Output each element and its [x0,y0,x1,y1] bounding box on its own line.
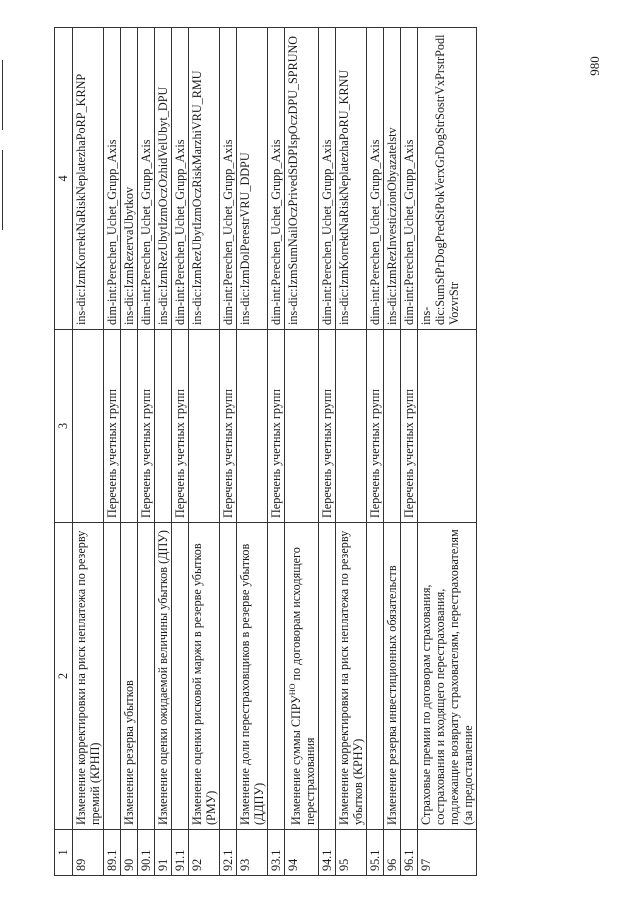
row-list-cell [285,330,319,523]
row-number-cell: 97 [418,830,477,876]
row-name-cell: Изменение резерва инвестиционных обязательств [384,523,401,830]
row-number-cell: 95 [336,830,367,876]
row-number-cell: 91.1 [172,830,189,876]
row-dimension-cell: dim-int:Perechen_Uchet_Grupp_Axis [104,28,121,330]
scan-edge-mark [2,60,3,130]
row-dimension-cell: dim-int:Perechen_Uchet_Grupp_Axis [367,28,384,330]
row-number-cell: 93.1 [268,830,285,876]
row-number-cell: 96 [384,830,401,876]
table-body [73,28,477,876]
row-name-cell: Изменение доли перестраховщиков в резерве убытков (ДДПУ) [237,523,268,830]
row-dimension-cell: ins-dic:IzmRezInvesticzionObyazatelstv [384,28,401,330]
table-row [401,28,418,876]
row-number-cell: 93 [237,830,268,876]
row-dimension-cell: ins-dic:IzmRezervaUbytkov [121,28,138,330]
row-number-cell: 91 [155,830,172,876]
row-list-cell: Перечень учетных групп [367,330,384,523]
row-list-cell: Перечень учетных групп [172,330,189,523]
table-row [155,28,172,876]
header-col-4: 4 [55,28,73,330]
row-dimension-cell: ins-dic:SumStPrDogPredStPokVerxGrDogStrSostrVxPrstrPodlVozvrStr [418,28,477,330]
row-number-cell: 89.1 [104,830,121,876]
row-name-cell: Изменение корректировки на риск неплатежа по резерву убытков (КРНУ) [336,523,367,830]
row-name-cell: Страховые премии по договорам страхования, сострахования и входящего перестрахования, подлежащие возврату страхователям, перестрахователям (за предоставление [418,523,477,830]
row-dimension-cell: dim-int:Perechen_Uchet_Grupp_Axis [172,28,189,330]
row-name-text: Изменение суммы СПРУ [289,695,304,825]
row-list-cell [189,330,220,523]
row-dimension-cell: ins-dic:IzmKorrektNaRiskNeplatezhaPoRP_KRNP [73,28,104,330]
row-list-cell [237,330,268,523]
row-number-cell: 95.1 [367,830,384,876]
table-row [285,28,319,876]
row-name-cell [367,523,384,830]
row-dimension-cell: dim-int:Perechen_Uchet_Grupp_Axis [319,28,336,330]
row-dimension-cell: ins-dic:IzmDolPerestrVRU_DDPU [237,28,268,330]
row-list-cell: Перечень учетных групп [220,330,237,523]
row-name-cell [220,523,237,830]
table-row [367,28,384,876]
row-number-cell: 94.1 [319,830,336,876]
row-name-cell [401,523,418,830]
table-row [189,28,220,876]
row-dimension-cell: dim-int:Perechen_Uchet_Grupp_Axis [401,28,418,330]
row-dimension-cell: ins-dic:IzmSumNailOczPrivedStDPIspOczDPU_SPRUNO [285,28,319,330]
scan-edge-mark [2,150,3,230]
row-dimension-cell: dim-int:Perechen_Uchet_Grupp_Axis [220,28,237,330]
row-list-cell: Перечень учетных групп [138,330,155,523]
row-list-cell [384,330,401,523]
row-dimension-cell: ins-dic:IzmKorrektNaRiskNeplatezhaPoRU_KRNU [336,28,367,330]
header-row [55,28,73,876]
row-list-cell: Перечень учетных групп [401,330,418,523]
table-row [237,28,268,876]
table-row [104,28,121,876]
row-dimension-cell: dim-int:Perechen_Uchet_Grupp_Axis [138,28,155,330]
row-name-cell [268,523,285,830]
row-list-cell [73,330,104,523]
row-number-cell: 90 [121,830,138,876]
row-name-cell [285,523,319,830]
row-number-cell: 92 [189,830,220,876]
data-table [54,27,477,876]
row-name-cell [138,523,155,830]
table-row [384,28,401,876]
row-list-cell [336,330,367,523]
table-row [336,28,367,876]
row-list-cell [418,330,477,523]
row-name-cell [104,523,121,830]
table-row [319,28,336,876]
header-col-3: 3 [55,330,73,523]
row-name-cell [319,523,336,830]
row-dimension-cell: dim-int:Perechen_Uchet_Grupp_Axis [268,28,285,330]
row-number-cell: 96.1 [401,830,418,876]
table-row [268,28,285,876]
row-name-cell: Изменение корректировки на риск неплатежа по резерву премий (КРНП) [73,523,104,830]
page-number: 980 [586,56,602,76]
row-number-cell: 90.1 [138,830,155,876]
row-list-cell: Перечень учетных групп [104,330,121,523]
header-col-2: 2 [55,523,73,830]
table-row [220,28,237,876]
row-list-cell: Перечень учетных групп [319,330,336,523]
table-row [138,28,155,876]
rotated-table-container [54,28,586,876]
row-name-cell: Изменение резерва убытков [121,523,138,830]
row-name-cell: Изменение оценки рисковой маржи в резерве убытков (РМУ) [189,523,220,830]
row-dimension-cell: ins-dic:IzmRezUbytIzmOczRiskMarzhiVRU_RMU [189,28,220,330]
row-list-cell [155,330,172,523]
row-name-cell: Изменение оценки ожидаемой величины убытков (ДПУ) [155,523,172,830]
row-dimension-cell: ins-dic:IzmRezUbytIzmOczOzhidVelUbyt_DPU [155,28,172,330]
table-row [418,28,477,876]
header-col-1: 1 [55,830,73,876]
row-name-cell [172,523,189,830]
row-list-cell [121,330,138,523]
table-row [172,28,189,876]
row-number-cell: 92.1 [220,830,237,876]
row-name-superscript: НО [288,683,297,696]
row-name-tail: по договорам исходящего перестрахования [289,547,318,825]
table-row [73,28,104,876]
row-number-cell: 94 [285,830,319,876]
table-row [121,28,138,876]
row-number-cell: 89 [73,830,104,876]
row-list-cell: Перечень учетных групп [268,330,285,523]
